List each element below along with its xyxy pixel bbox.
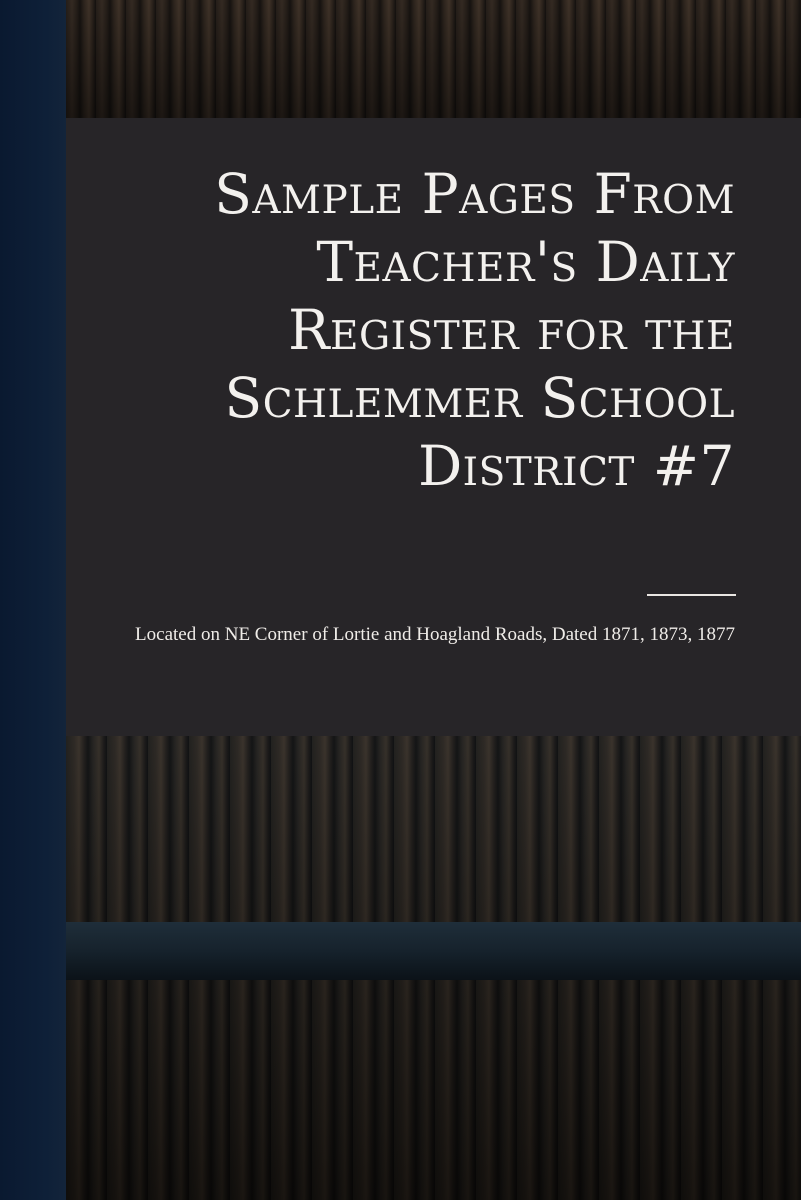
bookshelf-background-top [66,0,801,125]
book-subtitle: Located on NE Corner of Lortie and Hoagland Roads, Dated 1871, 1873, 1877 [135,624,735,645]
cover-left-strip [0,0,66,1200]
title-divider [647,594,736,596]
shelf-board [66,922,801,980]
book-title: Sample Pages From Teacher's Daily Register for the Schlemmer School District #7 [214,162,735,498]
